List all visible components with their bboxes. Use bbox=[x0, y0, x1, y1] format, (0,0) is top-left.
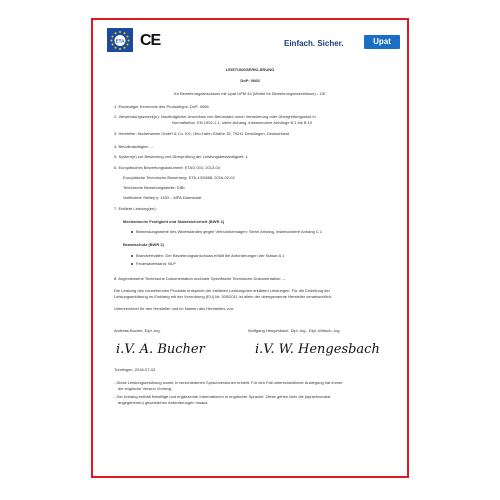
brand-slogan: Einfach. Sicher. bbox=[284, 39, 344, 48]
fire-bullet-2 bbox=[131, 261, 176, 266]
eta-eu-logo bbox=[107, 28, 133, 52]
item-1-product-code: 1. Eindeutiger Kenncode des Produkttyps: DoP: 0066 bbox=[114, 104, 209, 109]
signature-1: i.V. A. Bucher bbox=[116, 342, 205, 357]
fire-bullet-1-text: Brandverhalten: Der Bewehrungsanschluss erfüllt die Anforderungen der Klasse A 1 bbox=[136, 253, 285, 258]
item-5-avcp-system: 5. System(e) zur Bewertung und Überprüfung der Leistungsbeständigkeit: 1 bbox=[114, 154, 248, 159]
item-6-assessment-body: Technische Bewertungsstelle: DIBt bbox=[123, 185, 185, 190]
document-title: LEISTUNGSERKLÄRUNG bbox=[225, 67, 275, 72]
item-6-eta: Europäische Technische Bewertung: ETA-13/0888; 2016-02-02 bbox=[123, 175, 235, 180]
item-8-documentation: 8. Angemessene Technische Dokumentation und/oder Spezifische Technische Dokumentation: -- bbox=[114, 276, 286, 281]
signed-for-line: Unterzeichnet für den Hersteller und im Namen des Herstellers von: bbox=[114, 306, 235, 311]
bullet-dot bbox=[131, 231, 133, 233]
bullet-dot bbox=[131, 263, 133, 265]
ce-mark: CE bbox=[140, 32, 161, 49]
item-2-intended-use: 2. Verwendungszweck(e): Nachträglicher Anschluss von Betonstahl durch Verankerung oder Übergreifungsstoß in bbox=[114, 114, 316, 119]
item-3-manufacturer: 3. Hersteller: fischerwerke GmbH & Co. KG, Otto-Hahn-Straße 15, 79211 Denzlingen, Deutschland bbox=[114, 131, 290, 136]
signer-2-name: Wolfgang Hengesbach, Dipl.-Ing., Dipl.-Wirtsch.-Ing. bbox=[248, 328, 341, 333]
eta-logo-text: ETA bbox=[115, 38, 125, 44]
item-7-declared-performance: 7. Erklärte Leistung(en): bbox=[114, 206, 157, 211]
signer-1-name: Andreas Bucher, Dipl.-Ing. bbox=[114, 328, 161, 333]
mechanical-heading: Mechanische Festigkeit und Standsicherheit (BWR 1) bbox=[123, 219, 225, 224]
mechanical-bullet bbox=[131, 229, 322, 234]
document-subtitle: für Bewehrungsanschluss mit Upat UPM 44 (Mörtel für Bewehrungsanschlüsse) – DE bbox=[174, 91, 326, 96]
fire-bullet-1 bbox=[131, 253, 284, 258]
note-2-cont: angegebenen) gesetzlichen Anforderungen hinaus. bbox=[118, 400, 209, 405]
conformity-paragraph-2: Leistungserklärung im Einklang mit der Verordnung (EU) Nr. 305/2011 ist allein der obengenannte Hersteller verantwortlich. bbox=[114, 294, 333, 299]
fire-heading: Brandschutz (BWR 2) bbox=[123, 242, 164, 247]
conformity-paragraph-1: Die Leistung des vorstehenden Produkts entspricht der erklärten Leistung/den erklärten Leistungen. Für die Erstellung der bbox=[114, 288, 330, 293]
item-2-intended-use-cont: Normalbeton, EN 1992-1-1, siehe Anhang, insbesondere Anhänge B 1 bis B 10 bbox=[172, 120, 313, 125]
fire-bullet-2-text: Feuerwiderstand: NLP bbox=[136, 261, 176, 266]
mechanical-bullet-text: Bemessungswerte des Widerstandes gegen Verbundversagen: Siehe Anhang, insbesondere Anhang C 1 bbox=[136, 229, 323, 234]
note-1: - Diese Leistungserklärung wurde in verschiedenen Sprachversionen erstellt. Für den Fall unterschiedlicher Auslegung hat immer bbox=[114, 380, 343, 385]
note-2: - Der Anhang enthält freiwillige und ergänzende Informationen in englischer Sprache. Diese gehen über die (sprachneutral bbox=[114, 394, 331, 399]
item-6-assessment-document: 6. Europäisches Bewertungsdokument: ETAG 001; 2013-04 bbox=[114, 165, 220, 170]
document-sheet bbox=[91, 18, 409, 478]
note-1-cont: die englische Version Vorrang. bbox=[118, 386, 173, 391]
place-and-date: Tumlingen, 2018-07-03 bbox=[114, 367, 156, 372]
signature-2: i.V. W. Hengesbach bbox=[255, 342, 380, 357]
item-4-representative: 4. Bevollmächtigter: -- bbox=[114, 144, 153, 149]
upat-logo: Upat bbox=[364, 35, 400, 49]
item-6-notified-body: Notifizierte Stelle(n): 1343 – MPA Darmstadt bbox=[123, 195, 202, 200]
dop-number: DoP: 0066 bbox=[240, 78, 260, 83]
bullet-dot bbox=[131, 255, 133, 257]
